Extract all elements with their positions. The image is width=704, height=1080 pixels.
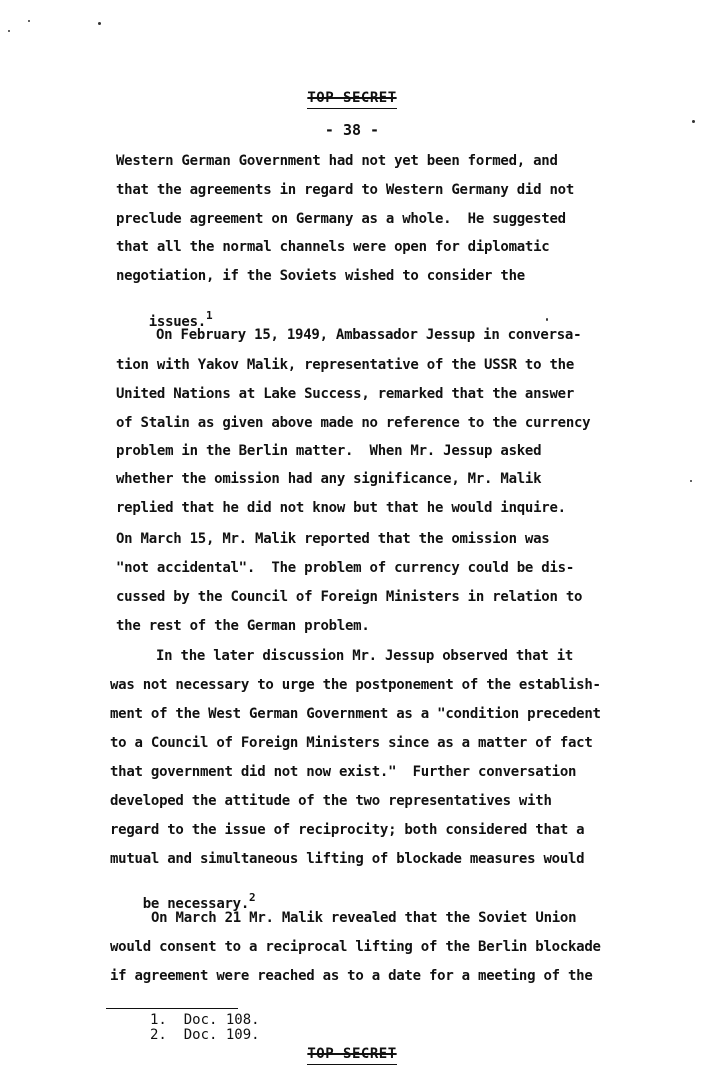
footnote-marker: 1 bbox=[205, 309, 213, 322]
text-line: that government did not now exist." Further conversation bbox=[110, 764, 577, 780]
text-line: On March 15, Mr. Malik reported that the omission was bbox=[116, 531, 550, 547]
text-line: of Stalin as given above made no reference to the currency bbox=[116, 415, 591, 431]
text-line: issues. bbox=[148, 314, 206, 330]
text-line: developed the attitude of the two representatives with bbox=[110, 793, 552, 809]
text-line: ment of the West German Government as a "condition precedent bbox=[110, 706, 601, 722]
text-line: that the agreements in regard to Western Germany did not bbox=[116, 182, 575, 198]
text-line: whether the omission had any significance, Mr. Malik bbox=[116, 471, 542, 487]
text-line: would consent to a reciprocal lifting of the Berlin blockade bbox=[110, 939, 601, 955]
classification-header-text: TOP SECRET bbox=[307, 90, 397, 106]
classification-footer-text: TOP SECRET bbox=[307, 1046, 397, 1062]
text-line: cussed by the Council of Foreign Ministers in relation to bbox=[116, 589, 583, 605]
scan-speck bbox=[8, 30, 10, 32]
text-line: United Nations at Lake Success, remarked that the answer bbox=[116, 386, 575, 402]
text-line: negotiation, if the Soviets wished to consider the bbox=[116, 268, 525, 284]
text-line: was not necessary to urge the postponement of the establish- bbox=[110, 677, 601, 693]
scan-speck bbox=[546, 318, 548, 321]
text-line: tion with Yakov Malik, representative of the USSR to the bbox=[116, 357, 575, 373]
text-line: to a Council of Foreign Ministers since as a matter of fact bbox=[110, 735, 593, 751]
text-line: regard to the issue of reciprocity; both considered that a bbox=[110, 822, 585, 838]
text-line: In the later discussion Mr. Jessup observed that it bbox=[156, 648, 574, 664]
text-line: preclude agreement on Germany as a whole. He suggested bbox=[116, 211, 566, 227]
scan-speck bbox=[98, 22, 101, 25]
footnote-marker: 2 bbox=[249, 891, 256, 904]
text-line: On February 15, 1949, Ambassador Jessup in conversa- bbox=[156, 327, 582, 343]
classification-header bbox=[0, 90, 704, 106]
text-line: "not accidental". The problem of currency could be dis- bbox=[116, 560, 575, 576]
text-line: problem in the Berlin matter. When Mr. Jessup asked bbox=[116, 443, 542, 459]
text-line: On March 21 Mr. Malik revealed that the Soviet Union bbox=[151, 910, 577, 926]
text-line: that all the normal channels were open for diplomatic bbox=[116, 239, 550, 255]
classification-footer bbox=[0, 1046, 704, 1062]
text-line: Western German Government had not yet been formed, and bbox=[116, 153, 558, 169]
page-number: - 38 - bbox=[324, 121, 380, 139]
text-line: if agreement were reached as to a date for a meeting of the bbox=[110, 968, 593, 984]
text-line: replied that he did not know but that he would inquire. bbox=[116, 500, 566, 516]
scan-speck bbox=[690, 480, 692, 482]
footnote: 2. Doc. 109. bbox=[150, 1027, 260, 1043]
scan-speck bbox=[692, 120, 695, 123]
text-line: mutual and simultaneous lifting of blockade measures would bbox=[110, 851, 585, 867]
scan-speck bbox=[28, 20, 30, 22]
footnote: 1. Doc. 108. bbox=[150, 1012, 260, 1028]
text-line: be necessary. bbox=[142, 896, 250, 912]
footnote-divider bbox=[106, 1008, 238, 1009]
text-line: the rest of the German problem. bbox=[116, 618, 370, 634]
